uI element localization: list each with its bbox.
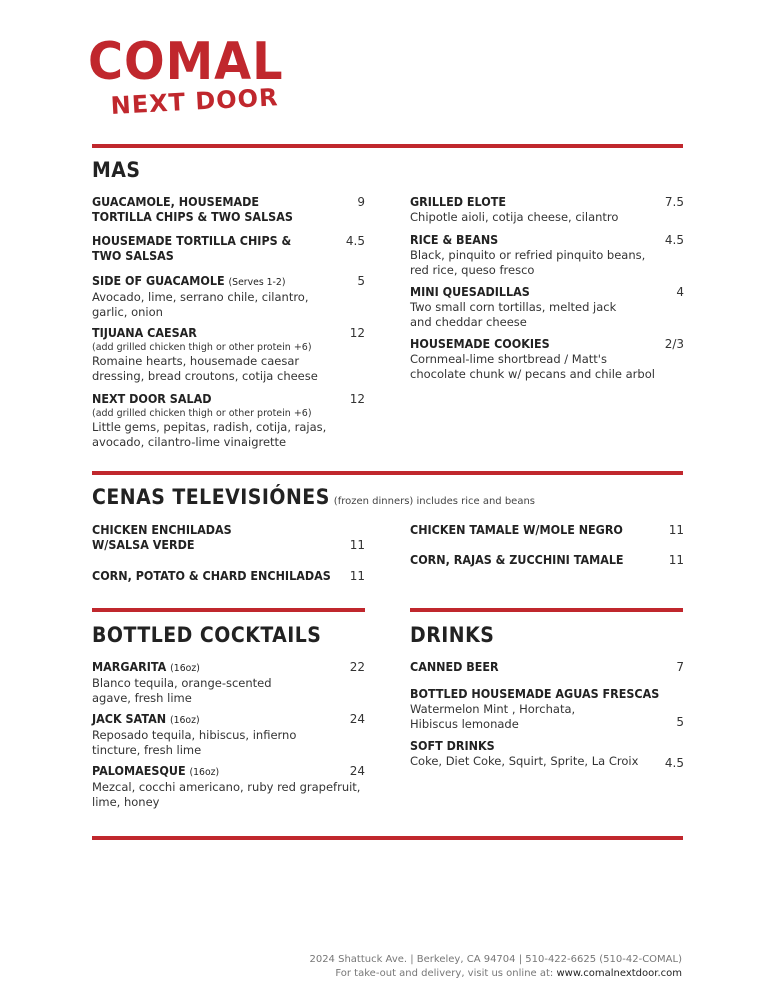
item-price: 2/3 <box>664 337 684 351</box>
section-note: (frozen dinners) includes rice and beans <box>333 496 536 507</box>
item-addon-note: (add grilled chicken thigh or other protein +6) <box>92 408 312 419</box>
footer-address: 2024 Shattuck Ave. | Berkeley, CA 94704 | 510-422-6625 (510-42-COMAL) <box>309 954 682 965</box>
brand-name: COMAL <box>88 32 284 92</box>
item-description: Coke, Diet Coke, Squirt, Sprite, La Croix <box>410 754 639 768</box>
item-name: CHICKEN TAMALE W/MOLE NEGRO <box>410 523 623 537</box>
footer-online-text: For take-out and delivery, visit us online at: <box>335 968 557 979</box>
item-price: 24 <box>349 764 365 778</box>
brand-subname: NEXT DOOR <box>110 83 280 120</box>
section-divider <box>92 608 365 612</box>
menu-item <box>410 687 684 731</box>
section-title-cenas <box>92 484 535 515</box>
item-price: 4.5 <box>664 756 684 770</box>
item-name: PALOMAESQUE <box>92 764 186 778</box>
menu-item <box>92 569 365 584</box>
section-divider <box>92 144 683 148</box>
item-price: 24 <box>349 712 365 726</box>
item-price: 11 <box>668 523 684 537</box>
item-price: 9 <box>357 195 365 209</box>
item-name: HOUSEMADE TORTILLA CHIPS & <box>92 234 292 248</box>
item-name: SIDE OF GUACAMOLE <box>92 274 225 288</box>
item-price: 11 <box>349 538 365 552</box>
menu-item <box>410 285 684 329</box>
item-description: Chipotle aioli, cotija cheese, cilantro <box>410 210 619 224</box>
item-price: 4 <box>676 285 684 299</box>
item-description: Little gems, pepitas, radish, cotija, rajas, <box>92 420 327 434</box>
item-description: avocado, cilantro-lime vinaigrette <box>92 434 287 449</box>
menu-item <box>410 523 684 538</box>
item-description: garlic, onion <box>92 304 163 319</box>
section-title-drinks: DRINKS <box>410 623 495 647</box>
section-title-mas: MAS <box>92 158 141 182</box>
item-description: agave, fresh lime <box>92 690 192 705</box>
item-name: NEXT DOOR SALAD <box>92 392 212 406</box>
menu-item <box>92 712 365 757</box>
menu-item <box>92 274 365 319</box>
menu-item <box>92 764 365 809</box>
item-description: Cornmeal-lime shortbread / Matt's <box>410 352 607 366</box>
item-name: MARGARITA <box>92 660 167 674</box>
item-price: 22 <box>349 660 365 674</box>
menu-item <box>92 523 365 553</box>
item-name: W/SALSA VERDE <box>92 538 195 552</box>
item-price: 4.5 <box>664 233 684 247</box>
item-name: CORN, RAJAS & ZUCCHINI TAMALE <box>410 553 624 567</box>
item-price: 12 <box>349 392 365 406</box>
item-description: Hibiscus lemonade <box>410 716 519 731</box>
item-description: Black, pinquito or refried pinquito beans, <box>410 248 646 262</box>
menu-item <box>92 392 365 449</box>
item-description: dressing, bread croutons, cotija cheese <box>92 368 318 383</box>
item-serving-note: (Serves 1-2) <box>228 277 286 288</box>
menu-item <box>410 660 684 675</box>
item-name: GRILLED ELOTE <box>410 195 506 209</box>
item-description: Watermelon Mint , Horchata, <box>410 702 576 716</box>
menu-item <box>410 337 684 381</box>
menu-item <box>410 739 684 769</box>
item-description: Avocado, lime, serrano chile, cilantro, <box>92 290 309 304</box>
item-price: 5 <box>357 274 365 288</box>
item-description: Romaine hearts, housemade caesar <box>92 354 300 368</box>
item-name: HOUSEMADE COOKIES <box>410 337 550 351</box>
footer <box>309 953 682 981</box>
menu-item <box>410 233 684 277</box>
item-description: red rice, queso fresco <box>410 262 535 277</box>
item-name: TIJUANA CAESAR <box>92 326 197 340</box>
item-price: 5 <box>676 715 684 729</box>
menu-item <box>92 326 365 383</box>
item-price: 11 <box>668 553 684 567</box>
item-name: MINI QUESADILLAS <box>410 285 530 299</box>
section-divider <box>92 836 683 840</box>
item-price: 4.5 <box>345 234 365 248</box>
item-price: 12 <box>349 326 365 340</box>
section-title-text: CENAS TELEVISIÓNES <box>92 485 330 509</box>
website-link[interactable]: www.comalnextdoor.com <box>556 968 682 979</box>
section-divider <box>410 608 683 612</box>
menu-item <box>410 553 684 568</box>
item-name: CORN, POTATO & CHARD ENCHILADAS <box>92 569 331 583</box>
item-name: SOFT DRINKS <box>410 739 495 753</box>
item-description: chocolate chunk w/ pecans and chile arbol <box>410 366 655 381</box>
item-name: CHICKEN ENCHILADAS <box>92 523 232 537</box>
menu-item <box>92 195 365 225</box>
item-price: 11 <box>349 569 365 583</box>
item-size: (16oz) <box>170 663 200 674</box>
menu-item <box>92 234 365 264</box>
item-name: CANNED BEER <box>410 660 499 674</box>
item-description: Mezcal, cocchi americano, ruby red grapefruit, <box>92 780 361 794</box>
menu-item <box>92 660 365 705</box>
item-price: 7 <box>676 660 684 674</box>
item-price: 7.5 <box>664 195 684 209</box>
item-description: Reposado tequila, hibiscus, infierno <box>92 728 297 742</box>
item-size: (16oz) <box>169 715 200 726</box>
item-name: GUACAMOLE, HOUSEMADE <box>92 195 259 209</box>
brand-logo <box>88 32 284 124</box>
item-name: RICE & BEANS <box>410 233 499 247</box>
item-description: tincture, fresh lime <box>92 742 202 757</box>
item-description: lime, honey <box>92 794 160 809</box>
section-divider <box>92 471 683 475</box>
item-description: and cheddar cheese <box>410 314 527 329</box>
item-addon-note: (add grilled chicken thigh or other protein +6) <box>92 342 312 353</box>
section-title-cocktails: BOTTLED COCKTAILS <box>92 623 322 647</box>
item-description: Two small corn tortillas, melted jack <box>410 300 617 314</box>
item-name: TWO SALSAS <box>92 249 174 263</box>
item-name: BOTTLED HOUSEMADE AGUAS FRESCAS <box>410 687 660 701</box>
menu-item <box>410 195 684 225</box>
item-size: (16oz) <box>189 767 220 778</box>
item-description: Blanco tequila, orange-scented <box>92 676 272 690</box>
item-name: JACK SATAN <box>92 712 167 726</box>
item-name: TORTILLA CHIPS & TWO SALSAS <box>92 210 293 224</box>
